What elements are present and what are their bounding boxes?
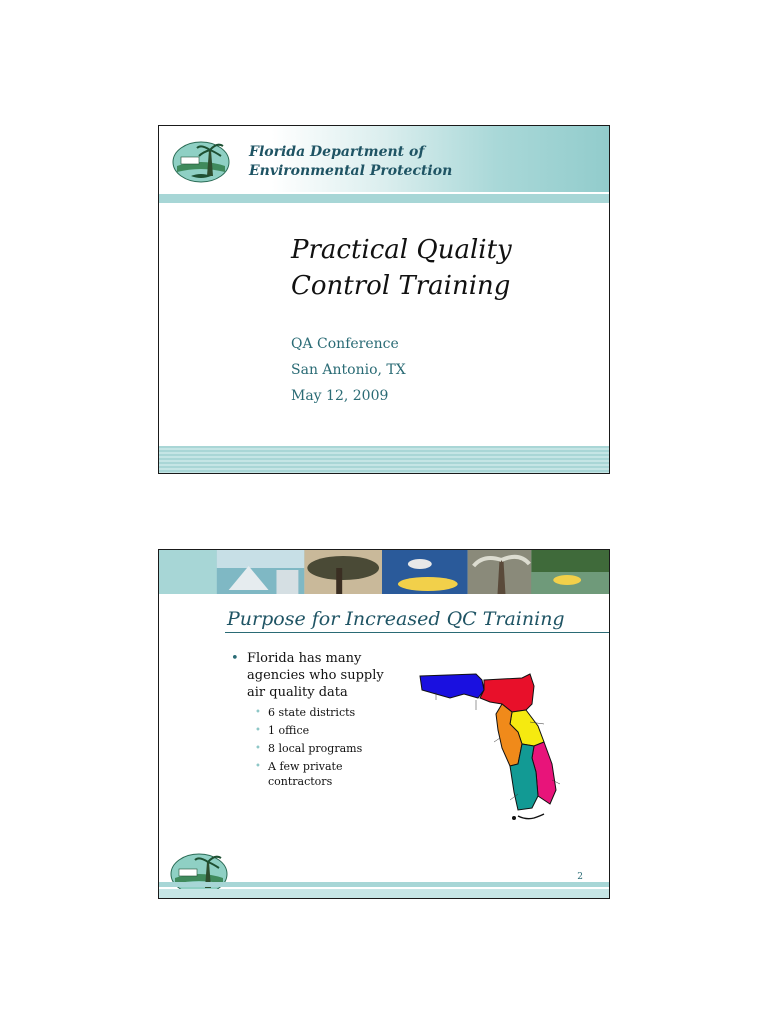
- sub-bullet-item: [255, 741, 411, 756]
- slide-title: Purpose for Increased QC Training: [227, 608, 565, 630]
- title-underline: [225, 632, 610, 633]
- florida-district-map: [414, 668, 594, 838]
- bullet-line-1: • Florida has many: [247, 651, 362, 666]
- page-number: 2: [577, 872, 583, 882]
- sub-bullet-item: [255, 705, 411, 720]
- sub-bullet-item: [255, 723, 411, 738]
- northeast-district-region: [480, 674, 534, 712]
- footer-band: [159, 889, 609, 899]
- agency-name-line-2: Environmental Protection: [249, 163, 453, 179]
- sub-bullet-text: contractors: [268, 775, 333, 788]
- bullet-line-3: air quality data: [247, 685, 348, 700]
- slide-subtitle-block: [291, 331, 406, 409]
- bullet-list: [231, 650, 411, 792]
- slide-1: [158, 125, 610, 474]
- header-rule: [159, 194, 609, 203]
- northwest-district-region: [420, 674, 484, 698]
- bullet-item: [231, 650, 411, 701]
- footer-stripes: [159, 446, 609, 474]
- footer-rule: [159, 882, 609, 887]
- florida-keys: [518, 814, 544, 819]
- event-date: May 12, 2009: [291, 388, 389, 404]
- slide-title: [291, 232, 512, 304]
- bullet-line-2: agencies who supply: [247, 668, 384, 683]
- slide-title-line-2: Control Training: [291, 271, 511, 301]
- agency-name: [249, 143, 452, 181]
- slide-title-line-1: Practical Quality: [291, 235, 512, 265]
- sub-bullet-list: [231, 705, 411, 789]
- sub-bullet-item: [255, 759, 411, 789]
- slide-2: [158, 549, 610, 899]
- agency-name-line-1: Florida Department of: [249, 144, 425, 160]
- event-name: QA Conference: [291, 336, 399, 352]
- event-location: San Antonio, TX: [291, 362, 406, 378]
- fdep-logo: [171, 136, 231, 184]
- sub-bullet-text: • 6 state districts: [268, 706, 356, 719]
- sub-bullet-text: • 1 office: [268, 724, 310, 737]
- photo-banner: [159, 550, 609, 594]
- sub-bullet-text: • 8 local programs: [268, 742, 363, 755]
- sub-bullet-text: • A few private: [268, 760, 343, 773]
